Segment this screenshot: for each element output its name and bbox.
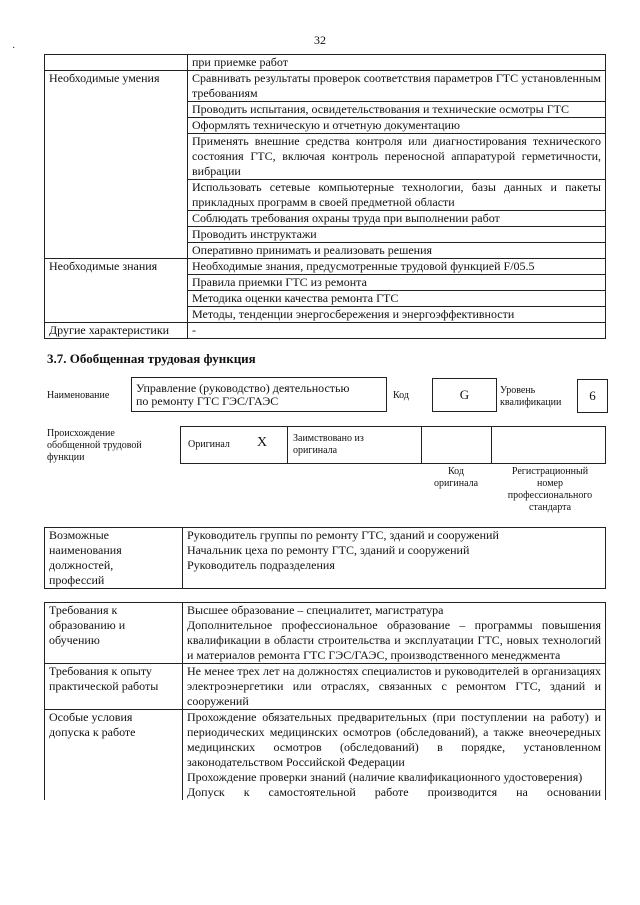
origin-label-line: функции [47, 452, 85, 463]
conditions-label-line: допуска к работе [49, 725, 136, 739]
table-row [45, 323, 606, 339]
education-label [45, 603, 183, 664]
skill-item: Проводить испытания, освидетельствования и технические осмотры ГТС [188, 102, 606, 118]
experience-label-line: Требования к опыту [49, 664, 152, 678]
level-label-line: квалификации [500, 397, 562, 408]
role-item: Руководитель группы по ремонту ГТС, зданий и сооружений [187, 528, 499, 542]
roles-label-line: наименования [49, 543, 122, 557]
empty-label-cell [45, 55, 188, 71]
education-item: Высшее образование – специалитет, магистратура [187, 603, 444, 617]
table-row [45, 528, 606, 589]
borrowed-label [293, 433, 364, 457]
skills-label: Необходимые умения [45, 71, 188, 259]
caption-line: профессионального [507, 490, 593, 501]
table-row [45, 664, 606, 710]
table-row [45, 55, 606, 71]
table-row [45, 710, 606, 801]
continued-row: при приемке работ [188, 55, 606, 71]
role-item: Руководитель подразделения [187, 558, 335, 572]
skill-item: Использовать сетевые компьютерные технологии, базы данных и пакеты прикладных программ в своей предметной области [188, 180, 606, 211]
caption-line: номер [537, 478, 563, 489]
origin-label-line: Происхождение [47, 428, 115, 439]
education-label-line: образованию и [49, 618, 126, 632]
conditions-label-line: Особые условия [49, 710, 133, 724]
conditions-value [183, 710, 606, 801]
skills-knowledge-table [44, 54, 606, 339]
skill-item: Применять внешние средства контроля или диагностирования технического состояния ГТС, включая контроль переносной аппаратурой герметичности, вибрации [188, 134, 606, 180]
caption-reg-number [494, 466, 606, 514]
origin-label [47, 428, 142, 464]
level-label-line: Уровень [500, 385, 536, 396]
skill-item: Сравнивать результаты проверок соответствия параметров ГТС установленным требованиям [188, 71, 606, 102]
requirements-table [44, 602, 606, 800]
caption-line: Код [448, 466, 464, 477]
name-value-box [131, 377, 387, 412]
knowledge-item: Правила приемки ГТС из ремонта [188, 275, 606, 291]
education-value [183, 603, 606, 664]
skill-item: Проводить инструктажи [188, 227, 606, 243]
knowledge-label: Необходимые знания [45, 259, 188, 323]
origin-label-line: обобщенной трудовой [47, 440, 142, 451]
caption-line: Регистрационный [511, 466, 589, 477]
other-value: - [188, 323, 606, 339]
borrowed-label-line: оригинала [293, 445, 338, 456]
conditions-label [45, 710, 183, 801]
knowledge-item: Необходимые знания, предусмотренные трудовой функцией F/05.5 [188, 259, 606, 275]
page-number: 32 [314, 33, 326, 47]
original-label: Оригинал [188, 439, 230, 450]
table-row [45, 71, 606, 102]
caption-code [422, 466, 490, 490]
original-mark: X [257, 435, 268, 450]
other-label: Другие характеристики [45, 323, 188, 339]
education-label-line: Требования к [49, 603, 118, 617]
education-item: Дополнительное профессиональное образование – программы повышения квалификации в области строительства и эксплуатации ГТС, новых технологий и материалов ремонта ГТС ГЭС/ГАЭС, производственного менеджмента [187, 618, 601, 662]
role-item: Начальник цеха по ремонту ГТС, зданий и сооружений [187, 543, 470, 557]
code-label: Код [393, 390, 409, 401]
table-row [45, 603, 606, 664]
name-value-line: Управление (руководство) деятельностью [136, 381, 350, 395]
skill-item: Оперативно принимать и реализовать решения [188, 243, 606, 259]
name-label: Наименование [47, 390, 110, 401]
education-label-line: обучению [49, 633, 100, 647]
skill-item: Соблюдать требования охраны труда при выполнении работ [188, 211, 606, 227]
caption-line: оригинала [433, 478, 479, 489]
origin-box [180, 426, 606, 464]
condition-item: Прохождение проверки знаний (наличие квалификационного удостоверения) [187, 770, 583, 784]
roles-label-line: Возможные [49, 528, 109, 542]
roles-table [44, 527, 606, 589]
condition-item: Прохождение обязательных предварительных (при поступлении на работу) и периодических медицинских осмотров (обследований), а также внеочередных медицинских осмотров (обследований) в порядке, установленном законодательством Российской Федерации [187, 710, 601, 769]
condition-item: Допуск к самостоятельной работе производится на основании [187, 785, 601, 799]
experience-label [45, 664, 183, 710]
roles-label [45, 528, 183, 589]
roles-label-line: должностей, [49, 558, 114, 572]
roles-label-line: профессий [49, 573, 105, 587]
level-label [500, 385, 561, 409]
level-value: 6 [577, 379, 608, 413]
table-row [45, 259, 606, 275]
code-value: G [432, 378, 497, 412]
knowledge-item: Методика оценки качества ремонта ГТС [188, 291, 606, 307]
experience-value: Не менее трех лет на должностях специалистов и руководителей в организациях электроэнергетики или отраслях, связанных с ремонтом ГТС, зданий и сооружений [183, 664, 606, 710]
name-value-line: по ремонту ГТС ГЭС/ГАЭС [136, 394, 279, 408]
scan-mark: · [12, 43, 16, 54]
knowledge-item: Методы, тенденции энергосбережения и энергоэффективности [188, 307, 606, 323]
roles-list [183, 528, 606, 589]
skill-item: Оформлять техническую и отчетную документацию [188, 118, 606, 134]
experience-label-line: практической работы [49, 679, 159, 693]
section-heading: 3.7. Обобщенная трудовая функция [47, 351, 256, 366]
caption-line: стандарта [528, 502, 572, 513]
borrowed-label-line: Заимствовано из [293, 433, 364, 444]
